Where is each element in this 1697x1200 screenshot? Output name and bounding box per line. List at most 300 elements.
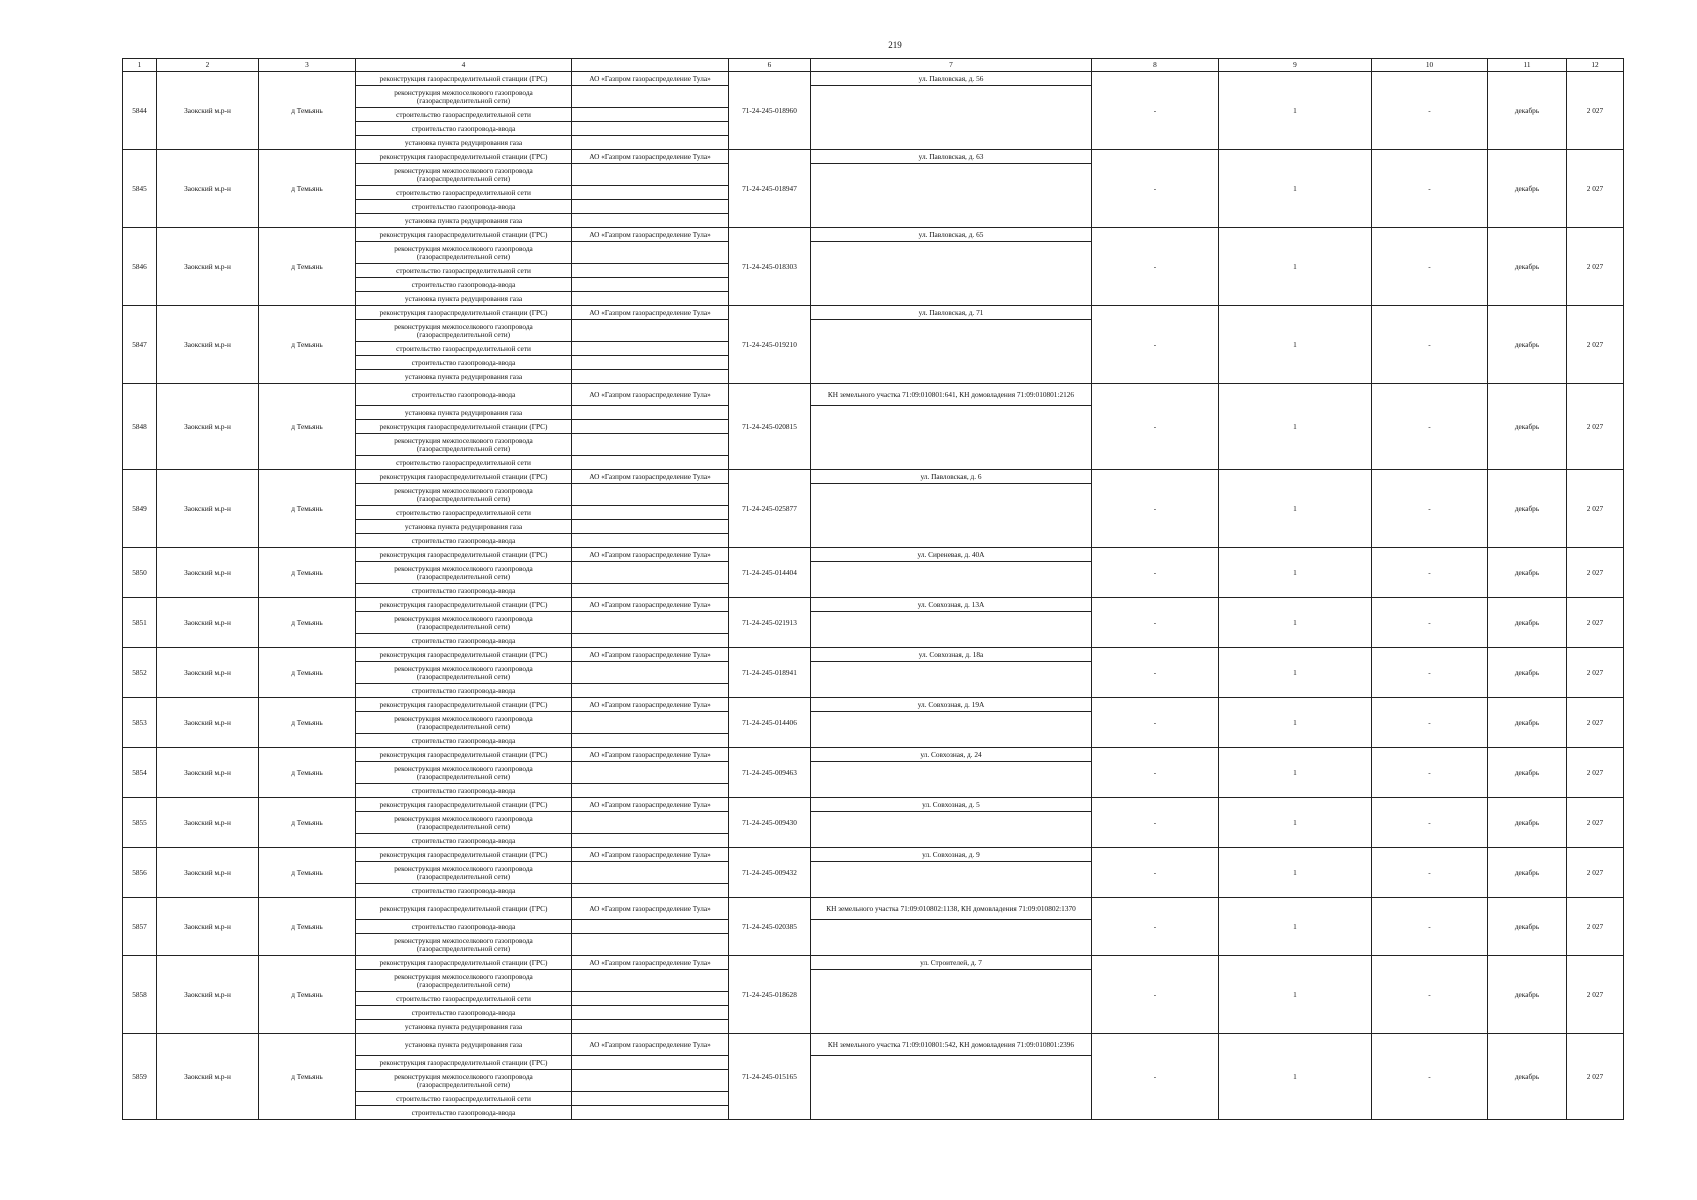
settlement-cell: д Темьянь [259, 384, 356, 470]
column-9-cell: 1 [1219, 228, 1372, 306]
column-8-cell: - [1092, 228, 1219, 306]
column-10-cell: - [1372, 956, 1488, 1034]
address-cell: ул. Павловская, д. 63 [811, 150, 1092, 164]
work-type-cell: строительство газопровода-ввода [356, 278, 572, 292]
organization-cell-empty [572, 1070, 729, 1092]
work-type-cell: реконструкция межпоселкового газопровода (газораспределительной сети) [356, 812, 572, 834]
work-type-cell: строительство газопровода-ввода [356, 634, 572, 648]
work-type-cell: реконструкция газораспределительной станции (ГРС) [356, 648, 572, 662]
work-type-cell: строительство газопровода-ввода [356, 122, 572, 136]
month-cell: декабрь [1488, 898, 1567, 956]
work-type-cell: установка пункта редуцирования газа [356, 1020, 572, 1034]
work-type-cell: реконструкция межпоселкового газопровода (газораспределительной сети) [356, 484, 572, 506]
organization-cell: АО «Газпром газораспределение Тула» [572, 698, 729, 712]
address-cell: ул. Совхозная, д. 18а [811, 648, 1092, 662]
organization-cell-empty [572, 562, 729, 584]
column-8-cell: - [1092, 72, 1219, 150]
application-code-cell: 71-24-245-019210 [729, 306, 811, 384]
work-type-cell: реконструкция газораспределительной станции (ГРС) [356, 1056, 572, 1070]
application-code-cell: 71-24-245-009463 [729, 748, 811, 798]
year-cell: 2 027 [1567, 956, 1624, 1034]
record-id: 5848 [123, 384, 157, 470]
work-type-cell: строительство газораспределительной сети [356, 506, 572, 520]
organization-cell: АО «Газпром газораспределение Тула» [572, 848, 729, 862]
column-header: 10 [1372, 59, 1488, 72]
address-cell: ул. Павловская, д. 71 [811, 306, 1092, 320]
month-cell: декабрь [1488, 306, 1567, 384]
district-cell: Заокский м.р-н [157, 848, 259, 898]
settlement-cell: д Темьянь [259, 956, 356, 1034]
address-cell-empty [811, 762, 1092, 798]
organization-cell-empty [572, 634, 729, 648]
column-9-cell: 1 [1219, 1034, 1372, 1120]
organization-cell-empty [572, 320, 729, 342]
year-cell: 2 027 [1567, 898, 1624, 956]
address-cell-empty [811, 712, 1092, 748]
column-10-cell: - [1372, 470, 1488, 548]
year-cell: 2 027 [1567, 598, 1624, 648]
work-type-cell: строительство газораспределительной сети [356, 992, 572, 1006]
district-cell: Заокский м.р-н [157, 598, 259, 648]
application-code-cell: 71-24-245-009430 [729, 798, 811, 848]
settlement-cell: д Темьянь [259, 698, 356, 748]
address-cell: ул. Сиреневая, д. 40А [811, 548, 1092, 562]
column-8-cell: - [1092, 748, 1219, 798]
month-cell: декабрь [1488, 848, 1567, 898]
district-cell: Заокский м.р-н [157, 798, 259, 848]
work-type-cell: реконструкция газораспределительной станции (ГРС) [356, 306, 572, 320]
work-type-cell: реконструкция газораспределительной станции (ГРС) [356, 228, 572, 242]
work-type-cell: установка пункта редуцирования газа [356, 520, 572, 534]
record-id: 5858 [123, 956, 157, 1034]
organization-cell-empty [572, 370, 729, 384]
address-cell: КН земельного участка 71:09:010801:542, КН домовладения 71:09:010801:2396 [811, 1034, 1092, 1056]
column-9-cell: 1 [1219, 548, 1372, 598]
work-type-cell: реконструкция межпоселкового газопровода (газораспределительной сети) [356, 242, 572, 264]
work-type-cell: реконструкция межпоселкового газопровода (газораспределительной сети) [356, 86, 572, 108]
work-type-cell: строительство газопровода-ввода [356, 684, 572, 698]
work-type-cell: строительство газопровода-ввода [356, 356, 572, 370]
organization-cell: АО «Газпром газораспределение Тула» [572, 598, 729, 612]
column-8-cell: - [1092, 648, 1219, 698]
column-10-cell: - [1372, 598, 1488, 648]
table-header [123, 59, 1624, 72]
work-type-cell: строительство газопровода-ввода [356, 584, 572, 598]
column-9-cell: 1 [1219, 598, 1372, 648]
column-header: 6 [729, 59, 811, 72]
work-type-cell: реконструкция газораспределительной станции (ГРС) [356, 698, 572, 712]
column-9-cell: 1 [1219, 698, 1372, 748]
organization-cell: АО «Газпром газораспределение Тула» [572, 228, 729, 242]
organization-cell: АО «Газпром газораспределение Тула» [572, 548, 729, 562]
work-type-cell: строительство газопровода-ввода [356, 1106, 572, 1120]
organization-cell-empty [572, 834, 729, 848]
work-type-cell: установка пункта редуцирования газа [356, 292, 572, 306]
table-row [123, 470, 1624, 484]
work-type-cell: строительство газопровода-ввода [356, 834, 572, 848]
work-type-cell: реконструкция газораспределительной станции (ГРС) [356, 848, 572, 862]
month-cell: декабрь [1488, 698, 1567, 748]
district-cell: Заокский м.р-н [157, 898, 259, 956]
column-9-cell: 1 [1219, 306, 1372, 384]
application-code-cell: 71-24-245-018628 [729, 956, 811, 1034]
work-type-cell: строительство газопровода-ввода [356, 884, 572, 898]
settlement-cell: д Темьянь [259, 598, 356, 648]
column-10-cell: - [1372, 698, 1488, 748]
year-cell: 2 027 [1567, 384, 1624, 470]
column-header: 9 [1219, 59, 1372, 72]
work-type-cell: строительство газопровода-ввода [356, 1006, 572, 1020]
work-type-cell: реконструкция газораспределительной станции (ГРС) [356, 748, 572, 762]
month-cell: декабрь [1488, 72, 1567, 150]
organization-cell: АО «Газпром газораспределение Тула» [572, 798, 729, 812]
organization-cell-empty [572, 520, 729, 534]
settlement-cell: д Темьянь [259, 306, 356, 384]
address-cell: ул. Строителей, д. 7 [811, 956, 1092, 970]
organization-cell-empty [572, 684, 729, 698]
table-row [123, 748, 1624, 762]
organization-cell-empty [572, 734, 729, 748]
work-type-cell: строительство газопровода-ввода [356, 384, 572, 406]
work-type-cell: реконструкция межпоселкового газопровода (газораспределительной сети) [356, 612, 572, 634]
table-row [123, 228, 1624, 242]
organization-cell: АО «Газпром газораспределение Тула» [572, 648, 729, 662]
work-type-cell: реконструкция газораспределительной станции (ГРС) [356, 150, 572, 164]
work-type-cell: установка пункта редуцирования газа [356, 136, 572, 150]
work-type-cell: строительство газопровода-ввода [356, 784, 572, 798]
organization-cell: АО «Газпром газораспределение Тула» [572, 748, 729, 762]
work-type-cell: реконструкция межпоселкового газопровода (газораспределительной сети) [356, 1070, 572, 1092]
column-10-cell: - [1372, 748, 1488, 798]
work-type-cell: строительство газопровода-ввода [356, 734, 572, 748]
district-cell: Заокский м.р-н [157, 698, 259, 748]
address-cell: КН земельного участка 71:09:010801:641, КН домовладения 71:09:010801:2126 [811, 384, 1092, 406]
work-type-cell: реконструкция межпоселкового газопровода (газораспределительной сети) [356, 712, 572, 734]
column-10-cell: - [1372, 150, 1488, 228]
column-9-cell: 1 [1219, 898, 1372, 956]
address-cell-empty [811, 662, 1092, 698]
work-type-cell: строительство газораспределительной сети [356, 342, 572, 356]
table-row [123, 548, 1624, 562]
work-type-cell: реконструкция газораспределительной станции (ГРС) [356, 72, 572, 86]
organization-cell-empty [572, 342, 729, 356]
page-number: 219 [888, 40, 902, 50]
organization-cell-empty [572, 122, 729, 136]
work-type-cell: установка пункта редуцирования газа [356, 1034, 572, 1056]
work-type-cell: реконструкция межпоселкового газопровода (газораспределительной сети) [356, 562, 572, 584]
organization-cell-empty [572, 1056, 729, 1070]
settlement-cell: д Темьянь [259, 848, 356, 898]
column-10-cell: - [1372, 1034, 1488, 1120]
address-cell-empty [811, 612, 1092, 648]
column-header [572, 59, 729, 72]
organization-cell-empty [572, 712, 729, 734]
work-type-cell: строительство газораспределительной сети [356, 456, 572, 470]
organization-cell-empty [572, 456, 729, 470]
month-cell: декабрь [1488, 956, 1567, 1034]
application-code-cell: 71-24-245-018941 [729, 648, 811, 698]
column-header: 8 [1092, 59, 1219, 72]
year-cell: 2 027 [1567, 798, 1624, 848]
application-code-cell: 71-24-245-020815 [729, 384, 811, 470]
month-cell: декабрь [1488, 598, 1567, 648]
year-cell: 2 027 [1567, 1034, 1624, 1120]
organization-cell-empty [572, 1020, 729, 1034]
organization-cell-empty [572, 1106, 729, 1120]
address-cell-empty [811, 86, 1092, 150]
table-row [123, 72, 1624, 86]
organization-cell: АО «Газпром газораспределение Тула» [572, 470, 729, 484]
work-type-cell: реконструкция межпоселкового газопровода (газораспределительной сети) [356, 762, 572, 784]
district-cell: Заокский м.р-н [157, 72, 259, 150]
district-cell: Заокский м.р-н [157, 748, 259, 798]
record-id: 5847 [123, 306, 157, 384]
month-cell: декабрь [1488, 648, 1567, 698]
organization-cell-empty [572, 784, 729, 798]
work-type-cell: реконструкция межпоселкового газопровода (газораспределительной сети) [356, 320, 572, 342]
organization-cell-empty [572, 214, 729, 228]
work-type-cell: установка пункта редуцирования газа [356, 214, 572, 228]
application-code-cell: 71-24-245-014406 [729, 698, 811, 748]
column-9-cell: 1 [1219, 648, 1372, 698]
column-9-cell: 1 [1219, 956, 1372, 1034]
organization-cell-empty [572, 136, 729, 150]
organization-cell-empty [572, 884, 729, 898]
settlement-cell: д Темьянь [259, 798, 356, 848]
settlement-cell: д Темьянь [259, 228, 356, 306]
column-10-cell: - [1372, 228, 1488, 306]
address-cell: ул. Павловская, д. 56 [811, 72, 1092, 86]
year-cell: 2 027 [1567, 306, 1624, 384]
column-8-cell: - [1092, 470, 1219, 548]
record-id: 5851 [123, 598, 157, 648]
district-cell: Заокский м.р-н [157, 1034, 259, 1120]
column-header: 7 [811, 59, 1092, 72]
application-code-cell: 71-24-245-009432 [729, 848, 811, 898]
year-cell: 2 027 [1567, 548, 1624, 598]
column-8-cell: - [1092, 598, 1219, 648]
table-row [123, 798, 1624, 812]
application-code-cell: 71-24-245-018303 [729, 228, 811, 306]
application-code-cell: 71-24-245-014404 [729, 548, 811, 598]
application-code-cell: 71-24-245-025877 [729, 470, 811, 548]
record-id: 5856 [123, 848, 157, 898]
year-cell: 2 027 [1567, 470, 1624, 548]
table-row [123, 1034, 1624, 1056]
column-header: 11 [1488, 59, 1567, 72]
work-type-cell: строительство газораспределительной сети [356, 1092, 572, 1106]
organization-cell-empty [572, 200, 729, 214]
record-id: 5852 [123, 648, 157, 698]
settlement-cell: д Темьянь [259, 648, 356, 698]
organization-cell-empty [572, 992, 729, 1006]
application-code-cell: 71-24-245-018960 [729, 72, 811, 150]
district-cell: Заокский м.р-н [157, 228, 259, 306]
address-cell-empty [811, 406, 1092, 470]
column-numbers-row [123, 59, 1624, 72]
column-8-cell: - [1092, 798, 1219, 848]
settlement-cell: д Темьянь [259, 748, 356, 798]
column-10-cell: - [1372, 384, 1488, 470]
organization-cell-empty [572, 812, 729, 834]
work-type-cell: реконструкция газораспределительной станции (ГРС) [356, 956, 572, 970]
record-id: 5850 [123, 548, 157, 598]
column-9-cell: 1 [1219, 384, 1372, 470]
month-cell: декабрь [1488, 150, 1567, 228]
address-cell: ул. Совхозная, д. 24 [811, 748, 1092, 762]
work-type-cell: строительство газопровода-ввода [356, 200, 572, 214]
column-10-cell: - [1372, 548, 1488, 598]
column-9-cell: 1 [1219, 470, 1372, 548]
organization-cell-empty [572, 1006, 729, 1020]
district-cell: Заокский м.р-н [157, 306, 259, 384]
address-cell-empty [811, 812, 1092, 848]
work-type-cell: реконструкция межпоселкового газопровода (газораспределительной сети) [356, 934, 572, 956]
address-cell-empty [811, 562, 1092, 598]
address-cell-empty [811, 164, 1092, 228]
settlement-cell: д Темьянь [259, 470, 356, 548]
table-row [123, 150, 1624, 164]
column-8-cell: - [1092, 898, 1219, 956]
table-row [123, 648, 1624, 662]
district-cell: Заокский м.р-н [157, 548, 259, 598]
month-cell: декабрь [1488, 470, 1567, 548]
column-9-cell: 1 [1219, 72, 1372, 150]
address-cell-empty [811, 1056, 1092, 1120]
organization-cell-empty [572, 86, 729, 108]
organization-cell: АО «Газпром газораспределение Тула» [572, 72, 729, 86]
work-type-cell: реконструкция газораспределительной станции (ГРС) [356, 898, 572, 920]
record-id: 5855 [123, 798, 157, 848]
work-type-cell: строительство газопровода-ввода [356, 534, 572, 548]
work-type-cell: строительство газораспределительной сети [356, 186, 572, 200]
year-cell: 2 027 [1567, 648, 1624, 698]
organization-cell-empty [572, 934, 729, 956]
year-cell: 2 027 [1567, 72, 1624, 150]
organization-cell-empty [572, 970, 729, 992]
record-id: 5846 [123, 228, 157, 306]
column-10-cell: - [1372, 306, 1488, 384]
address-cell-empty [811, 320, 1092, 384]
record-id: 5854 [123, 748, 157, 798]
work-type-cell: реконструкция межпоселкового газопровода (газораспределительной сети) [356, 862, 572, 884]
record-id: 5859 [123, 1034, 157, 1120]
address-cell: ул. Совхозная, д. 19А [811, 698, 1092, 712]
record-id: 5853 [123, 698, 157, 748]
application-code-cell: 71-24-245-018947 [729, 150, 811, 228]
organization-cell-empty [572, 420, 729, 434]
column-8-cell: - [1092, 306, 1219, 384]
work-type-cell: установка пункта редуцирования газа [356, 406, 572, 420]
column-8-cell: - [1092, 384, 1219, 470]
organization-cell-empty [572, 1092, 729, 1106]
work-type-cell: реконструкция межпоселкового газопровода (газораспределительной сети) [356, 970, 572, 992]
organization-cell-empty [572, 186, 729, 200]
organization-cell-empty [572, 534, 729, 548]
address-cell: ул. Павловская, д. 6 [811, 470, 1092, 484]
work-type-cell: реконструкция межпоселкового газопровода (газораспределительной сети) [356, 662, 572, 684]
record-id: 5845 [123, 150, 157, 228]
column-10-cell: - [1372, 648, 1488, 698]
table-row [123, 698, 1624, 712]
registry-table [122, 58, 1624, 1120]
month-cell: декабрь [1488, 228, 1567, 306]
district-cell: Заокский м.р-н [157, 384, 259, 470]
table-body [123, 72, 1624, 1120]
record-id: 5844 [123, 72, 157, 150]
organization-cell-empty [572, 434, 729, 456]
organization-cell-empty [572, 108, 729, 122]
organization-cell-empty [572, 762, 729, 784]
column-9-cell: 1 [1219, 848, 1372, 898]
column-10-cell: - [1372, 798, 1488, 848]
month-cell: декабрь [1488, 548, 1567, 598]
district-cell: Заокский м.р-н [157, 150, 259, 228]
month-cell: декабрь [1488, 798, 1567, 848]
column-9-cell: 1 [1219, 150, 1372, 228]
year-cell: 2 027 [1567, 848, 1624, 898]
table-row [123, 598, 1624, 612]
organization-cell-empty [572, 264, 729, 278]
settlement-cell: д Темьянь [259, 72, 356, 150]
work-type-cell: строительство газораспределительной сети [356, 264, 572, 278]
table-row [123, 384, 1624, 406]
table-row [123, 956, 1624, 970]
table-row [123, 848, 1624, 862]
table-row [123, 306, 1624, 320]
work-type-cell: реконструкция газораспределительной станции (ГРС) [356, 420, 572, 434]
record-id: 5849 [123, 470, 157, 548]
address-cell-empty [811, 920, 1092, 956]
column-header: 4 [356, 59, 572, 72]
column-8-cell: - [1092, 848, 1219, 898]
column-header: 3 [259, 59, 356, 72]
column-header: 12 [1567, 59, 1624, 72]
organization-cell: АО «Газпром газораспределение Тула» [572, 956, 729, 970]
organization-cell-empty [572, 862, 729, 884]
work-type-cell: реконструкция газораспределительной станции (ГРС) [356, 598, 572, 612]
table-row [123, 898, 1624, 920]
work-type-cell: реконструкция межпоселкового газопровода (газораспределительной сети) [356, 434, 572, 456]
month-cell: декабрь [1488, 1034, 1567, 1120]
address-cell: КН земельного участка 71:09:010802:1138, КН домовладения 71:09:010802:1370 [811, 898, 1092, 920]
address-cell: ул. Совхозная, д. 9 [811, 848, 1092, 862]
column-9-cell: 1 [1219, 798, 1372, 848]
organization-cell: АО «Газпром газораспределение Тула» [572, 150, 729, 164]
organization-cell-empty [572, 662, 729, 684]
work-type-cell: установка пункта редуцирования газа [356, 370, 572, 384]
application-code-cell: 71-24-245-015165 [729, 1034, 811, 1120]
address-cell-empty [811, 242, 1092, 306]
work-type-cell: строительство газораспределительной сети [356, 108, 572, 122]
address-cell: ул. Совхозная, д. 13А [811, 598, 1092, 612]
work-type-cell: строительство газопровода-ввода [356, 920, 572, 934]
organization-cell-empty [572, 292, 729, 306]
work-type-cell: реконструкция газораспределительной станции (ГРС) [356, 548, 572, 562]
work-type-cell: реконструкция межпоселкового газопровода (газораспределительной сети) [356, 164, 572, 186]
column-8-cell: - [1092, 548, 1219, 598]
address-cell: ул. Павловская, д. 65 [811, 228, 1092, 242]
year-cell: 2 027 [1567, 698, 1624, 748]
organization-cell: АО «Газпром газораспределение Тула» [572, 306, 729, 320]
work-type-cell: реконструкция газораспределительной станции (ГРС) [356, 470, 572, 484]
organization-cell: АО «Газпром газораспределение Тула» [572, 1034, 729, 1056]
application-code-cell: 71-24-245-020385 [729, 898, 811, 956]
address-cell-empty [811, 970, 1092, 1034]
district-cell: Заокский м.р-н [157, 648, 259, 698]
column-8-cell: - [1092, 698, 1219, 748]
address-cell: ул. Совхозная, д. 5 [811, 798, 1092, 812]
